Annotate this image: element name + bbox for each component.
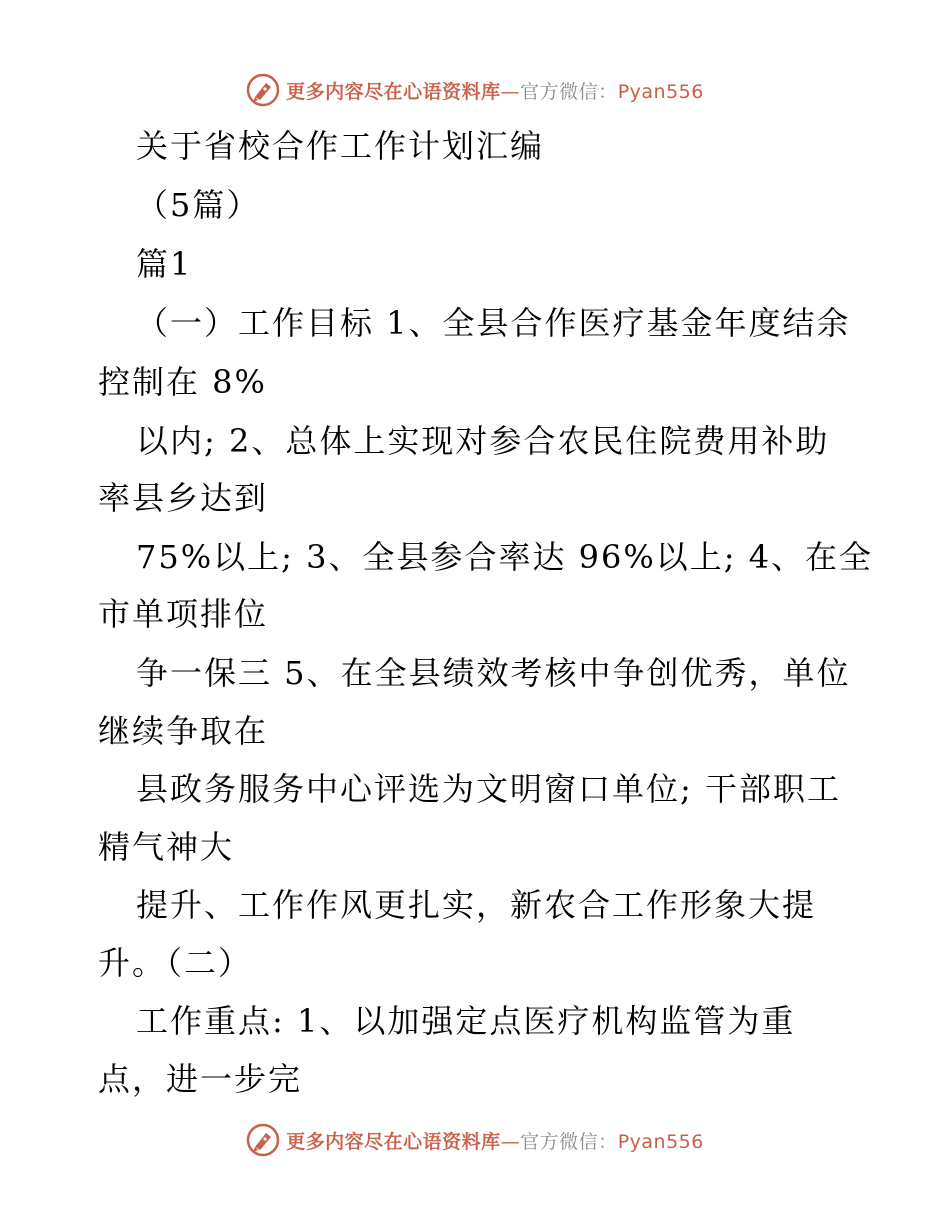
- watermark-sub: 官方微信：: [520, 1130, 618, 1153]
- watermark-main: 更多内容尽在心语资料库: [286, 1130, 501, 1153]
- paragraph-line: 市单项排位: [98, 595, 269, 633]
- document-subtitle: （5篇）: [136, 186, 261, 224]
- paragraph-line: 提升、工作作风更扎实，新农合工作形象大提: [136, 886, 817, 924]
- paragraph-line: 率县乡达到: [98, 479, 269, 517]
- watermark-main: 更多内容尽在心语资料库: [286, 80, 501, 103]
- watermark-dash: —: [500, 1130, 521, 1153]
- pen-nib-logo-icon: [246, 1123, 280, 1157]
- paragraph-line: 以内; 2、总体上实现对参合农民住院费用补助: [136, 422, 830, 460]
- paragraph-line: 控制在 8%: [98, 363, 267, 401]
- watermark-sub: 官方微信：: [520, 80, 618, 103]
- paragraph-line: 县政务服务中心评选为文明窗口单位; 干部职工: [136, 770, 841, 808]
- paragraph-line: 点，进一步完: [98, 1060, 303, 1098]
- watermark-text: [286, 1127, 704, 1154]
- pen-nib-logo-icon: [246, 73, 280, 107]
- watermark-dash: —: [500, 80, 521, 103]
- watermark-wechat: Pyan556: [617, 1130, 704, 1153]
- paragraph-line: 继续争取在: [98, 712, 269, 750]
- paragraph-line: 升。（二）: [98, 944, 253, 982]
- paragraph-line: 精气神大: [98, 828, 235, 866]
- watermark-text: [286, 77, 704, 104]
- paragraph-line: 争一保三 5、在全县绩效考核中争创优秀，单位: [136, 654, 851, 692]
- paragraph-line: （一）工作目标 1、全县合作医疗基金年度结余: [136, 304, 851, 342]
- watermark-banner-bottom: [0, 1120, 950, 1160]
- document-title: 关于省校合作工作计划汇编: [136, 127, 545, 165]
- paragraph-line: 工作重点: 1、以加强定点医疗机构监管为重: [136, 1002, 796, 1040]
- section-heading: 篇1: [136, 245, 193, 283]
- watermark-banner-top: [0, 70, 950, 110]
- watermark-wechat: Pyan556: [617, 80, 704, 103]
- paragraph-line: 75%以上; 3、全县参合率达 96%以上; 4、在全: [136, 538, 874, 576]
